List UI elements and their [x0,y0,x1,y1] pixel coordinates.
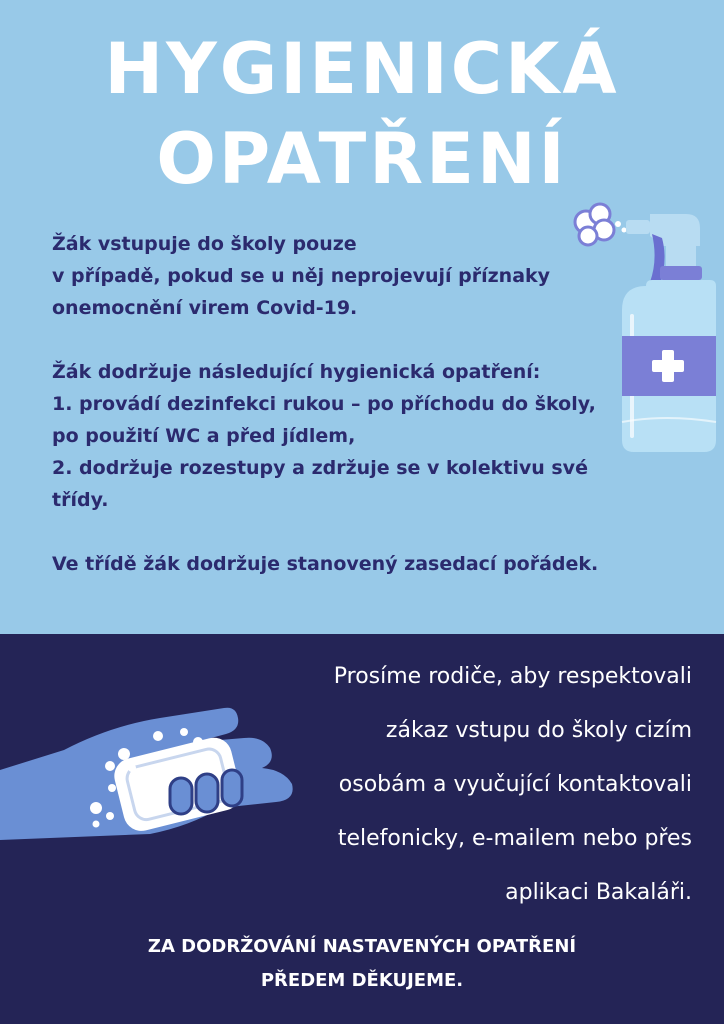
appeal-line-4: telefonicky, e-mailem nebo přes [337,826,692,851]
parents-appeal [252,650,692,920]
intro-line-1: Žák vstupuje do školy pouze [52,233,357,255]
thanks-line-2: PŘEDEM DĚKUJEME. [260,970,464,991]
measure-1-line-1: 1. provádí dezinfekci rukou – po příchodu do školy, [52,393,596,415]
measures-heading: Žák dodržuje následující hygienická opatření: [52,361,541,383]
sanitizer-spray-bottle-icon [566,200,724,456]
measure-2-line-1: 2. dodržuje rozestupy a zdržuje se v kolektivu své [52,457,588,479]
appeal-line-2: zákaz vstupu do školy cizím [385,718,692,743]
appeal-line-1: Prosíme rodiče, aby respektovali [333,664,692,689]
title-line-1: HYGIENICKÁ [104,28,620,110]
title-line-2: OPATŘENÍ [156,118,568,200]
measure-2-line-2: třídy. [52,489,109,511]
rules-text [52,228,612,580]
intro-line-3: onemocnění virem Covid-19. [52,297,358,319]
thanks-note [0,930,724,998]
measure-1-line-2: po použití WC a před jídlem, [52,425,356,447]
intro-line-2: v případě, pokud se u něj neprojevují příznaky [52,265,551,287]
appeal-line-3: osobám a vyučující kontaktovali [338,772,692,797]
appeal-line-5: aplikaci Bakaláři. [505,880,692,905]
thanks-line-1: ZA DODRŽOVÁNÍ NASTAVENÝCH OPATŘENÍ [147,936,577,957]
poster-title [0,24,724,204]
seating-rule: Ve třídě žák dodržuje stanovený zasedací pořádek. [52,553,599,575]
